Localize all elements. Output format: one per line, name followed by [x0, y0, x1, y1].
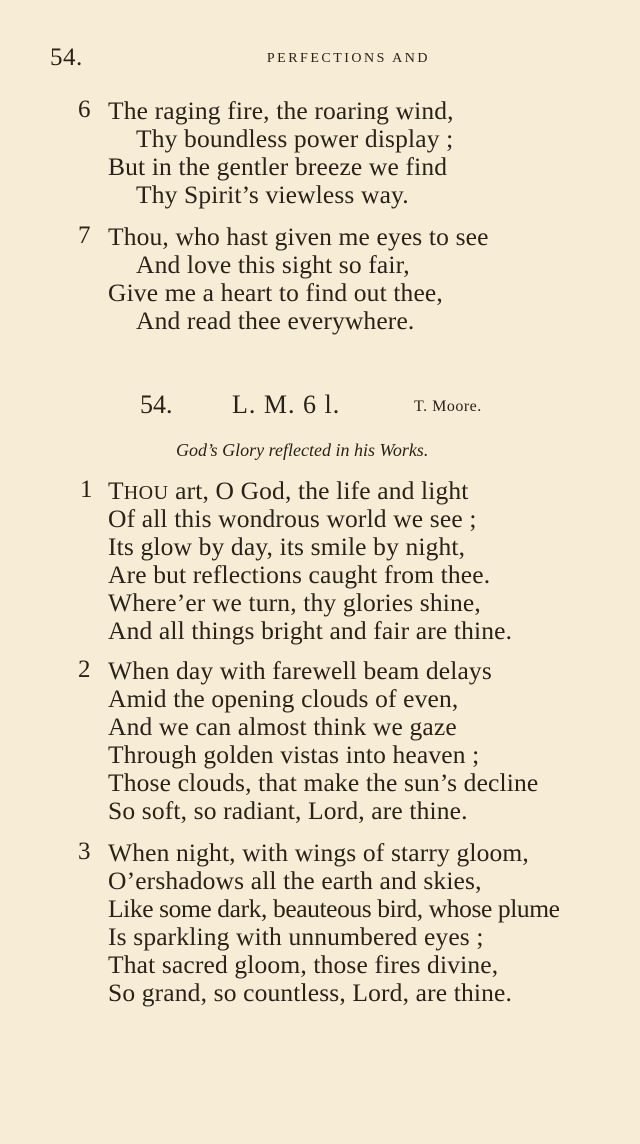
hymn-heading	[140, 390, 520, 426]
stanza-number: 7	[78, 222, 91, 249]
verse-line: And love this sight so fair,	[136, 250, 410, 279]
stanza-number: 2	[78, 656, 91, 683]
verse-line: Of all this wondrous world we see ;	[108, 504, 477, 533]
stanza-number: 1	[80, 476, 93, 503]
verse-line: Are but reflections caught from thee.	[108, 560, 491, 589]
verse-line: Thy boundless power display ;	[136, 124, 454, 153]
verse-line: When day with farewell beam delays	[108, 656, 492, 685]
first-line-rest: art, O God, the life and light	[168, 476, 469, 505]
verse-line: Those clouds, that make the sun’s decline	[108, 768, 539, 797]
verse-line: But in the gentler breeze we find	[108, 152, 448, 181]
verse-line: Where’er we turn, thy glories shine,	[108, 588, 481, 617]
hymn-subtitle: God’s Glory reflected in his Works.	[176, 440, 429, 460]
verse-line: Is sparkling with unnumbered eyes ;	[108, 922, 484, 951]
verse-line: When night, with wings of starry gloom,	[108, 838, 529, 867]
verse-line: So soft, so radiant, Lord, are thine.	[108, 796, 468, 825]
stanza-number: 6	[78, 96, 91, 123]
hymn-meter: L. M. 6 l.	[232, 390, 341, 419]
hymn-author: T. Moore.	[414, 398, 482, 415]
verse-line: And read thee everywhere.	[136, 306, 415, 335]
verse-line: And all things bright and fair are thine.	[108, 616, 513, 645]
page-number: 54.	[50, 44, 83, 71]
hymn-number: 54.	[140, 390, 173, 419]
verse-line: Its glow by day, its smile by night,	[108, 532, 466, 561]
verse-line: The raging fire, the roaring wind,	[108, 96, 454, 125]
verse-line: Through golden vistas into heaven ;	[108, 740, 480, 769]
verse-line: Thou, who hast given me eyes to see	[108, 222, 489, 251]
verse-line: Like some dark, beauteous bird, whose plume	[108, 894, 560, 923]
drop-initial: T	[108, 476, 124, 505]
verse-line: That sacred gloom, those fires divine,	[108, 950, 499, 979]
verse-line: Thy Spirit’s viewless way.	[136, 180, 409, 209]
stanza-number: 3	[78, 838, 91, 865]
verse-line: So grand, so countless, Lord, are thine.	[108, 978, 513, 1007]
running-head: PERFECTIONS AND	[266, 51, 430, 66]
verse-line: And we can almost think we gaze	[108, 712, 457, 741]
first-verse-line	[108, 476, 469, 506]
verse-line: Amid the opening clouds of even,	[108, 684, 459, 713]
small-caps-word: HOU	[123, 482, 169, 504]
page-header	[50, 44, 430, 74]
verse-line: Give me a heart to find out thee,	[108, 278, 443, 307]
verse-line: O’ershadows all the earth and skies,	[108, 866, 482, 895]
